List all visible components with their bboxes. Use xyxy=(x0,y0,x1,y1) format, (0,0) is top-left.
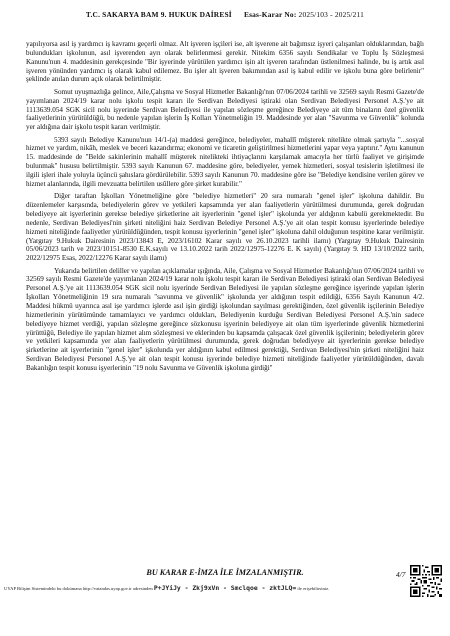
document-body xyxy=(26,40,424,376)
uyap-note-text: UYAP Bilişim Sistemindeki bu dokümana http://vatandas.uyap.gov.tr adresinden xyxy=(4,586,153,591)
uyap-verification-note xyxy=(4,584,329,592)
document-header xyxy=(0,10,450,19)
paragraph: yapılıyorsa asıl iş yardımcı iş kavramı geçerli olmaz. Alt işveren işçileri ise, alt işverene ait bağımsız işyeri çalışanları olduklarından, bağlı bulundukları işkolunun, asıl işverenden ayrı olarak belirlenmesi gerekir. Nitekim 6356 sayılı Sendikalar ve Toplu İş Sözleşmesi Kanunu'nun 4. maddesinin gerekçesinde "Bir işyerinde yürütülen yardımcı işin alt işveren tarafından üstlenilmesi halinde, bu iş artık asıl işveren yönünden yardımcı iş olarak kabul edilemez. Bu işler alt işveren bakımından asıl iş kabul edilir ve işkolu buna göre belirlenir" şeklinde anılan durum açık olarak belirtilmiştir. xyxy=(26,40,424,84)
paragraph: Yukarıda belirtilen deliller ve yapılan açıklamalar ışığında, Aile, Çalışma ve Sosyal Hizmetler Bakanlığı'nın 07/06/2024 tarihli ve 32569 sayılı Resmi Gazete'de yayımlanan 2024/19 karar nolu işkolu tespit kararı ile Serdivan Belediyesi iştiraki olan Serdivan Belediyesi Personel A.Ş.'ye ait 1113639.054 SGK sicil nolu işyerinde Serdivan Belediyesi ile yapılan sözleşme gereğince işyerinde yapılan işlerin İşkolları Yönetmeliğinin 19 sıra numaralı "savunma ve güvenlik" işkolunda yer aldığının tespit edildiği, 6356 Sayılı Kanunun 4/2. Maddesi hükmü uyarınca asıl işe yardımcı işlerde asıl işin girdiği işkolundan sayılması gerektiğinden, özel güvenlik işçilerinin Belediye hizmetlerinin yürütümünde tamamlayıcı ve yardımcı oldukları, Belediyenin kurduğu Serdivan Belediyesi Personel A.Ş.'nin sadece belediyeye hizmet verdiği, yapılan sözleşme gereğince sözkonusu işyerinin belediyeye ait olan tüm işyerlerinde güvenlik hizmetlerini yürüttüğü, Belediye ile yapılan hizmet alım sözleşmesi ve eklerinden bu kapsamda çalışacak özel güvenlik işçilerinin; belediyelerin görev ve yetkileri kapsamında yer alan faaliyetlerin yürütülmesi durumunda, gerek doğrudan belediyeye ait işyerlerinin gerekse belediye şirketlerine ait işyerlerinin "genel işler" işkolunda yer aldığının kabul edilmesi gerektiği, Serdivan Belediyesi'nin şirketi niteliğini haiz Serdivan Belediyesi Personel A.Ş.'ye ait olan tespit konusu işyerinde belediye hizmeti niteliğinde faaliyetler yürütüldüğünden, davalı Bakanlığın tespit konusu işyerlerinin "19 nolu Savunma ve Güvenlik işkoluna girdiği" xyxy=(26,266,424,372)
page-number: 4/7 xyxy=(396,570,406,579)
paragraph: Somut uyuşmazlığa gelince, Aile,Çalışma ve Sosyal Hizmetler Bakanlığı'nın 07/06/2024 tarihli ve 32569 sayılı Resmi Gazete'de yayımlanan 2024/19 karar nolu işkolu tespit kararı ile Serdivan Belediyesi iştiraki olan Serdivan Belediyesi Personel A.Ş.'ye ait 1113639.054 SGK sicil nolu işyerinde Serdivan Belediyesi ile yapılan sözleşme gereğince Belediyeye ait tüm binaların özel güvenlik faaliyetlerinin yürütüldüğü, bu nedenle yapılan işlerin İş Kolları Yönetmeliğin 19. Maddesinde yer alan "Savunma ve Güvenlik" kolunda yer aldığına dair işkolu tespit kararı verilmiştir. xyxy=(26,87,424,132)
uyap-note-end: ile erişebilirsiniz. xyxy=(297,586,330,591)
court-name: T.C. SAKARYA BAM 9. HUKUK DAİRESİ xyxy=(85,10,232,19)
paragraph: Diğer taraftan İşkolları Yönetmeliğine göre "belediye hizmetleri" 20 sıra numaralı "genel işler" işkoluna dahildir. Bu düzenlemeler karşısında, belediyelerin görev ve yetkileri kapsamında yer alan faaliyetlerin yürütülmesi durumunda, gerek doğrudan belediyeye ait işyerlerinin gerekse belediye şirketlerine ait işyerlerinin "genel işler" işkolunda yer aldığının kabulü gerekmektedir. Bu nedenle, Serdivan Belediyesi'nin şirketi niteliğini haiz Serdivan Belediye Personel A.Ş.'ye ait olan tespit konusu işyerlerinde belediye hizmeti niteliğinde faaliyetler yürütüldüğünden, tespit konusu işyerlerinin "genel işler" işkoluna dahil olduğunun tespitine karar verilmiştir. (Yargıtay 9.Hukuk Dairesinin 2023/13843 E, 2023/16102 Karar sayılı ve 26.10.2023 tarihli ilamı) (Yargıtay 9.Hukuk Dairesinin 05/06/2023 tarih ve 2023/10151-8530 E.K.sayılı ve 13.10.2022 tarih 2022/12975-12276 E. K sayılı) (Yargıtay 9. HD 13/10/2022 tarih, 2022/12975 Esas, 2022/12276 Karar sayılı ilamı) xyxy=(26,192,424,263)
case-number-label: Esas-Karar No: xyxy=(243,10,297,19)
case-number-value: 2025/103 - 2025/211 xyxy=(298,10,365,19)
qr-code-icon xyxy=(410,565,442,597)
paragraph: 5393 sayılı Belediye Kanunu'nun 14/1-(a) maddesi gereğince, belediyeler, mahallî müşterek nitelikte olmak şartıyla "...sosyal hizmet ve yardım, nikâh, meslek ve beceri kazandırma; ekonomi ve ticaretin geliştirilmesi hizmetlerini yapar veya yaptırır." Aynı kanunun 15. maddesinde de "Belde sakinlerinin mahallî müşterek nitelikteki ihtiyaçlarını karşılamak amacıyla her türlü faaliyet ve girişimde bulunmak" hususu belirtilmiştir. 5393 sayılı Kanunun 67. maddesine göre, belediyeler, yemek hizmetleri, sosyal tesislerin işletilmesi ile ilgili işleri ihale yoluyla üçüncü şahıslara gördürülebilir. 5393 sayılı Kanunun 70. maddesine göre ise "Belediye kendisine verilen görev ve hizmet alanlarında, ilgili mevzuatta belirtilen usûllere göre şirket kurabilir." xyxy=(26,135,424,188)
esign-notice: BU KARAR E-İMZA İLE İMZALANMIŞTIR. xyxy=(146,568,304,577)
verification-code: P+JYiJy - Zkj9xVn - Smclqoe - zktJLQ= xyxy=(153,584,297,592)
